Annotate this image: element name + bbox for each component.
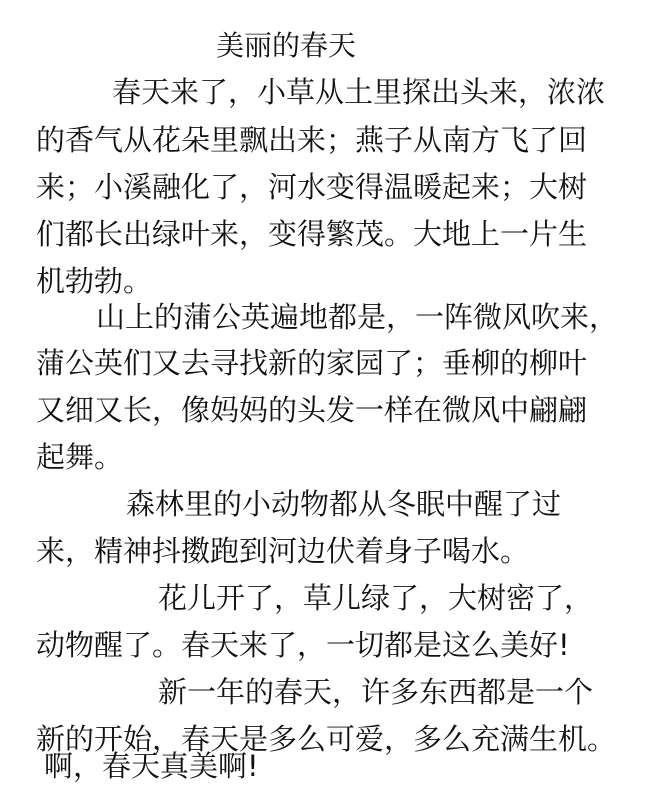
text-line: 起舞。 [36,440,124,474]
text-line: 山上的蒲公英遍地都是，一阵微风吹来， [96,300,619,334]
text-line: 蒲公英们又去寻找新的家园了；垂柳的柳叶 [36,346,588,380]
text-line: 们都长出绿叶来，变得繁茂。大地上一片生 [36,217,588,251]
text-line: 动物醒了。春天来了，一切都是这么美好! [36,628,570,662]
text-line: 的香气从花朵里飘出来；燕子从南方飞了回 [36,123,588,157]
text-line: 来，精神抖擞跑到河边伏着身子喝水。 [36,534,530,568]
text-line: 又细又长，像妈妈的头发一样在微风中翩翩 [36,393,588,427]
document-title: 美丽的春天 [216,29,357,62]
text-line: 来；小溪融化了，河水变得温暖起来；大树 [36,170,588,204]
text-line: 新一年的春天，许多东西都是一个 [158,675,594,709]
text-line: 新的开始，春天是多么可爱，多么充满生机。 [36,722,617,756]
text-line: 机勃勃。 [36,264,153,298]
text-line: 花儿开了，草儿绿了，大树密了， [158,581,594,615]
text-line: 啊，春天真美啊! [44,749,259,783]
text-line: 森林里的小动物都从冬眠中醒了过 [126,487,562,521]
text-line: 春天来了，小草从土里探出头来，浓浓 [112,75,606,109]
